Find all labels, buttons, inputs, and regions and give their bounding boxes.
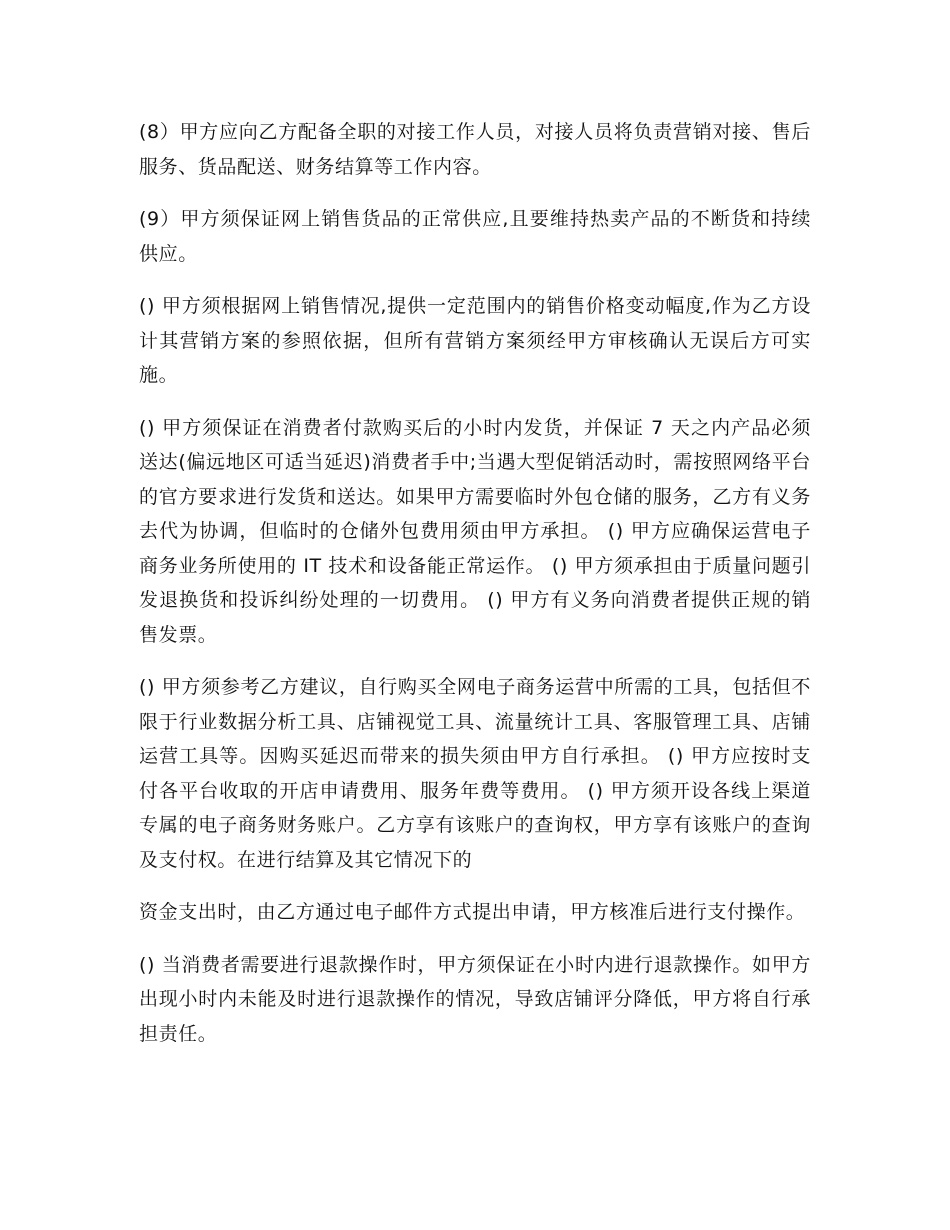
paragraph-payment: 资金支出时，由乙方通过电子邮件方式提出申请，甲方核准后进行支付操作。 — [139, 901, 806, 923]
paragraph-refund: () 当消费者需要进行退款操作时，甲方须保证在小时内进行退款操作。如甲方出现小时内未能及时进行退款操作的情况，导致店铺评分降低，甲方将自行承担责任。 — [139, 953, 811, 1045]
document-body — [139, 115, 811, 1069]
paragraph-9: (9）甲方须保证网上销售货品的正常供应,且要维持热卖产品的不断货和持续供应。 — [139, 208, 811, 265]
paragraph-tools: () 甲方须参考乙方建议，自行购买全网电子商务运营中所需的工具，包括但不限于行业数据分析工具、店铺视觉工具、流量统计工具、客服管理工具、店铺运营工具等。因购买延迟而带来的损失须由甲方自行承担。 () 甲方应按时支付各平台收取的开店申请费用、服务年费等费用。 () 甲方须开设各线上渠道专属的电子商务财务账户。乙方享有该账户的查询权，甲方享有该账户的查询及支付权。在进行结算及其它情况下的 — [139, 676, 811, 871]
paragraph-pricing: () 甲方须根据网上销售情况,提供一定范围内的销售价格变动幅度,作为乙方设计其营销方案的参照依据，但所有营销方案须经甲方审核确认无误后方可实施。 — [139, 295, 811, 386]
paragraph-shipping: () 甲方须保证在消费者付款购买后的小时内发货，并保证 7 天之内产品必须送达(偏远地区可适当延迟)消费者手中;当遇大型促销活动时，需按照网络平台的官方要求进行发货和送达。如果甲方需要临时外包仓储的服务，乙方有义务去代为协调，但临时的仓储外包费用须由甲方承担。 () 甲方应确保运营电子商务业务所使用的 IT 技术和设备能正常运作。 () 甲方须承担由于质量问题引发退换货和投诉纠纷处理的一切费用。 () 甲方有义务向消费者提供正规的销售发票。 — [139, 416, 811, 646]
paragraph-8: (8）甲方应向乙方配备全职的对接工作人员，对接人员将负责营销对接、售后服务、货品配送、财务结算等工作内容。 — [139, 121, 811, 178]
